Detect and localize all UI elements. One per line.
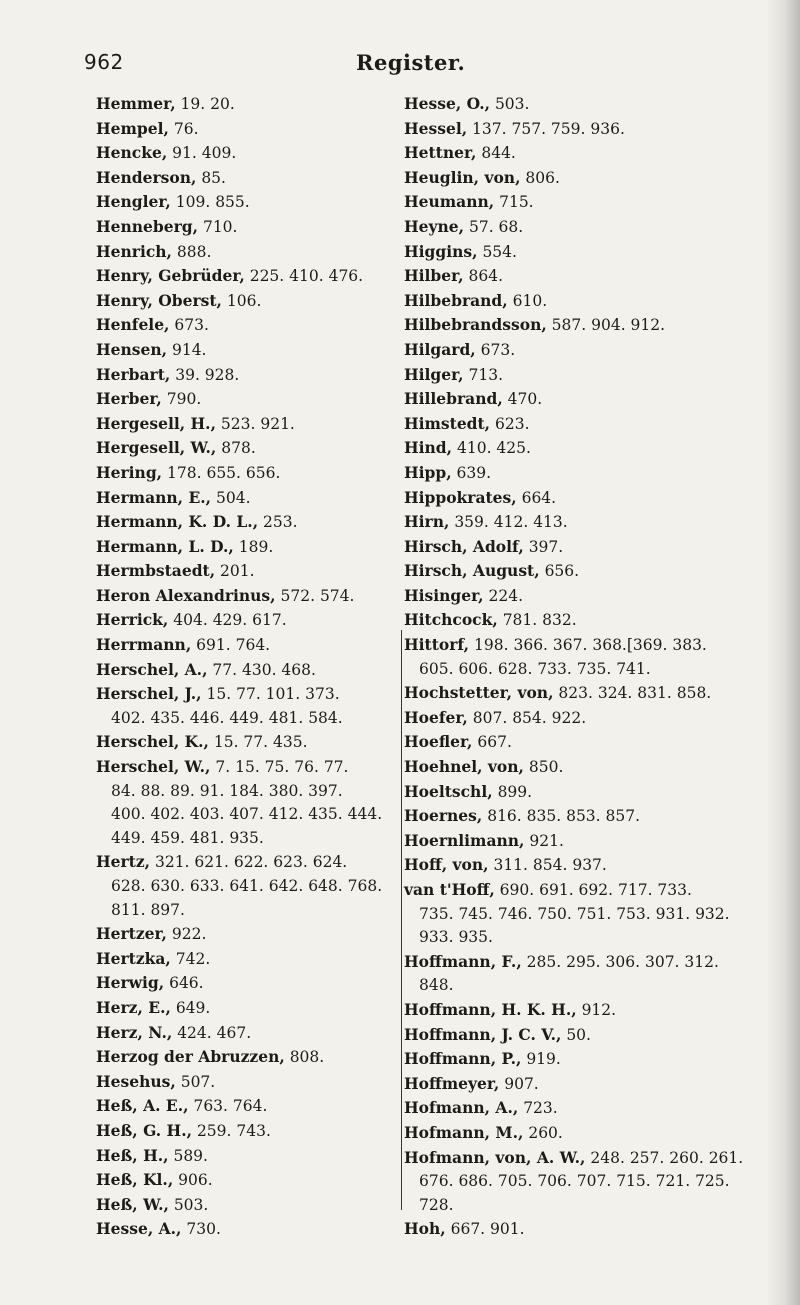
entry-refs: 807. 854. 922. xyxy=(472,708,587,727)
entry-refs: 676. 686. 705. 706. 707. 715. 721. 725. xyxy=(419,1172,730,1191)
entry-name: Hoehnel, von, xyxy=(404,757,524,777)
entry-name: Hering, xyxy=(96,462,163,482)
entry-refs: 311. 854. 937. xyxy=(493,856,607,875)
entry-refs: 85. xyxy=(201,168,226,187)
entry-refs: 400. 402. 403. 407. 412. 435. 444. xyxy=(111,805,383,824)
entry-refs: 76. xyxy=(173,119,199,138)
entry-name: Herschel, K., xyxy=(96,732,209,752)
entry-refs: 470. xyxy=(507,390,543,409)
entry-name: Heyne, xyxy=(404,216,465,236)
entry-name: Hempel, xyxy=(96,118,169,138)
entry-name: Henfele, xyxy=(96,315,170,335)
index-entry xyxy=(404,974,764,998)
entry-refs: 106. xyxy=(226,291,262,310)
index-entry xyxy=(404,1072,764,1097)
entry-refs: 424. 467. xyxy=(177,1023,252,1042)
index-entry xyxy=(96,899,396,923)
index-entry xyxy=(96,535,396,560)
index-entry xyxy=(96,363,396,388)
entry-refs: 921. xyxy=(529,831,564,850)
entry-name: Hoh, xyxy=(404,1219,446,1239)
index-entry xyxy=(96,289,396,314)
index-entry xyxy=(404,92,764,117)
entry-name: Hoffmann, P., xyxy=(404,1049,522,1069)
entry-refs: 811. 897. xyxy=(111,900,185,919)
entry-refs: 589. xyxy=(173,1146,208,1165)
entry-name: Hind, xyxy=(404,438,453,458)
entry-refs: 19. 20. xyxy=(180,95,235,113)
entry-refs: 628. 630. 633. 641. 642. 648. 768. xyxy=(111,877,383,895)
entry-refs: 15. 77. 101. 373. xyxy=(206,685,340,704)
entry-name: Himstedt, xyxy=(404,413,491,433)
entry-name: Herschel, J., xyxy=(96,684,202,704)
entry-refs: 91. 409. xyxy=(172,144,237,163)
index-column-left xyxy=(96,92,396,1242)
entry-refs: 850. xyxy=(528,758,564,777)
index-entry xyxy=(96,947,396,972)
index-entry xyxy=(404,681,764,706)
entry-refs: 781. 832. xyxy=(502,611,577,630)
index-entry xyxy=(404,633,764,658)
entry-refs: 710. xyxy=(202,217,238,236)
running-title: Register. xyxy=(356,50,466,75)
entry-refs: 878. xyxy=(221,439,256,458)
entry-name: Herber, xyxy=(96,389,162,409)
index-entry xyxy=(404,436,764,461)
entry-refs: 808. xyxy=(289,1048,325,1067)
entry-refs: 248. 257. 260. 261. xyxy=(590,1148,744,1167)
entry-name: Heß, Kl., xyxy=(96,1170,174,1190)
index-entry xyxy=(96,387,396,412)
index-entry xyxy=(404,853,764,878)
index-entry xyxy=(96,92,396,117)
entry-name: Heuglin, von, xyxy=(404,167,521,187)
entry-refs: 906. xyxy=(178,1171,213,1190)
index-entry xyxy=(96,707,396,731)
entry-refs: 919. xyxy=(526,1050,561,1069)
entry-refs: 404. 429. 617. xyxy=(173,611,287,630)
entry-refs: 933. 935. xyxy=(419,928,493,947)
index-entry xyxy=(404,535,764,560)
entry-name: Heß, A. E., xyxy=(96,1096,189,1116)
entry-name: Hilger, xyxy=(404,364,464,384)
entry-name: Hippokrates, xyxy=(404,487,517,507)
index-entry xyxy=(404,190,764,215)
entry-name: Hoernlimann, xyxy=(404,830,525,850)
page-edge-shadow xyxy=(766,0,800,1305)
entry-name: Hesehus, xyxy=(96,1071,176,1091)
index-entry xyxy=(96,1168,396,1193)
index-entry xyxy=(96,827,396,851)
entry-refs: 806. xyxy=(525,168,560,187)
entry-name: Higgins, xyxy=(404,241,478,261)
entry-name: Henry, Gebrüder, xyxy=(96,266,245,286)
entry-refs: 39. 928. xyxy=(175,365,240,384)
entry-refs: 7. 15. 75. 76. 77. xyxy=(215,758,349,777)
index-entry xyxy=(404,363,764,388)
index-entry xyxy=(96,780,396,804)
index-entry xyxy=(404,1023,764,1048)
entry-refs: 730. xyxy=(186,1220,221,1239)
index-entry xyxy=(404,215,764,240)
column-divider xyxy=(401,630,402,1210)
entry-refs: 664. xyxy=(521,488,557,507)
index-entry xyxy=(96,803,396,827)
index-entry xyxy=(404,1047,764,1072)
entry-name: Hoernes, xyxy=(404,806,483,826)
index-entry xyxy=(404,608,764,633)
index-entry xyxy=(96,1119,396,1144)
index-entry xyxy=(404,240,764,265)
entry-name: Herz, E., xyxy=(96,997,171,1017)
index-entry xyxy=(96,755,396,780)
entry-name: Hertzer, xyxy=(96,924,167,944)
index-entry xyxy=(96,240,396,265)
entry-name: Hilgard, xyxy=(404,339,476,359)
index-entry xyxy=(96,996,396,1021)
entry-name: Herschel, W., xyxy=(96,757,211,777)
entry-name: Hirsch, August, xyxy=(404,561,540,581)
entry-name: Herrick, xyxy=(96,610,169,630)
index-entry xyxy=(404,829,764,854)
entry-name: Hemmer, xyxy=(96,94,176,113)
entry-refs: 914. xyxy=(171,340,207,359)
entry-refs: 728. xyxy=(419,1195,454,1214)
index-entry xyxy=(96,190,396,215)
entry-name: Hittorf, xyxy=(404,635,470,655)
entry-refs: 503. xyxy=(173,1195,209,1214)
entry-refs: 735. 745. 746. 750. 751. 753. 931. 932. xyxy=(419,904,730,923)
entry-refs: 285. 295. 306. 307. 312. xyxy=(526,952,719,971)
index-entry xyxy=(404,658,764,682)
entry-refs: 673. xyxy=(174,316,209,335)
index-entry xyxy=(404,950,764,975)
index-entry xyxy=(96,264,396,289)
index-entry xyxy=(404,1096,764,1121)
index-entry xyxy=(404,289,764,314)
entry-name: Hillebrand, xyxy=(404,389,503,409)
entry-name: Heß, H., xyxy=(96,1145,169,1165)
entry-name: Hoffmann, H. K. H., xyxy=(404,999,577,1019)
index-entry xyxy=(404,510,764,535)
index-entry xyxy=(404,559,764,584)
entry-refs: 57. 68. xyxy=(468,217,524,236)
entry-name: Hesse, O., xyxy=(404,94,490,113)
entry-name: Hergesell, H., xyxy=(96,413,216,433)
index-entry xyxy=(404,486,764,511)
entry-refs: 503. xyxy=(494,95,530,113)
entry-refs: 321. 621. 622. 623. 624. xyxy=(154,853,348,872)
index-entry xyxy=(404,584,764,609)
entry-refs: 260. xyxy=(528,1123,563,1142)
entry-refs: 646. xyxy=(169,974,204,993)
entry-refs: 605. 606. 628. 733. 735. 741. xyxy=(419,659,651,678)
index-entry xyxy=(404,1170,764,1194)
entry-name: Hoffmann, F., xyxy=(404,951,522,971)
entry-refs: 816. 835. 853. 857. xyxy=(487,807,641,826)
index-entry xyxy=(404,117,764,142)
index-entry xyxy=(96,608,396,633)
entry-name: Herwig, xyxy=(96,973,165,993)
entry-name: Hermbstaedt, xyxy=(96,561,216,581)
entry-name: Hisinger, xyxy=(404,585,484,605)
entry-name: Hoefler, xyxy=(404,732,473,752)
entry-name: Henry, Oberst, xyxy=(96,290,222,310)
entry-name: Hipp, xyxy=(404,462,452,482)
entry-refs: 225. 410. 476. xyxy=(249,267,364,286)
entry-name: Heß, W., xyxy=(96,1194,169,1214)
index-entry xyxy=(96,875,396,899)
index-entry xyxy=(404,755,764,780)
entry-name: Hirn, xyxy=(404,512,450,532)
index-column-right xyxy=(404,92,764,1242)
index-entry xyxy=(404,730,764,755)
entry-refs: 554. xyxy=(482,242,517,261)
entry-name: Hoeltschl, xyxy=(404,781,493,801)
entry-name: Henderson, xyxy=(96,167,197,187)
entry-refs: 224. xyxy=(488,586,524,605)
entry-name: Herz, N., xyxy=(96,1022,173,1042)
index-entry xyxy=(96,1144,396,1169)
entry-name: Hesse, A., xyxy=(96,1219,182,1239)
index-entry xyxy=(404,461,764,486)
index-entry xyxy=(96,436,396,461)
entry-refs: 639. xyxy=(456,463,492,482)
entry-refs: 790. xyxy=(166,390,202,409)
entry-refs: 713. xyxy=(468,365,504,384)
entry-name: Hensen, xyxy=(96,339,168,359)
index-entry xyxy=(96,166,396,191)
index-entry xyxy=(404,1194,764,1218)
entry-refs: 763. 764. xyxy=(193,1097,268,1116)
entry-name: Hermann, E., xyxy=(96,487,212,507)
index-entry xyxy=(404,1217,764,1242)
index-entry xyxy=(96,559,396,584)
entry-refs: 449. 459. 481. 935. xyxy=(111,828,264,847)
entry-refs: 912. xyxy=(581,1000,617,1019)
index-entry xyxy=(404,313,764,338)
index-entry xyxy=(404,166,764,191)
entry-name: Hertz, xyxy=(96,852,151,872)
entry-refs: 922. xyxy=(171,925,207,944)
entry-refs: 50. xyxy=(566,1025,591,1044)
index-entry xyxy=(96,1021,396,1046)
index-entry xyxy=(96,338,396,363)
entry-refs: 667. xyxy=(477,733,512,752)
entry-refs: 198. 366. 367. 368.[369. 383. xyxy=(474,636,707,655)
entry-refs: 410. 425. xyxy=(456,439,531,458)
entry-name: Hilber, xyxy=(404,266,464,286)
entry-name: Herschel, A., xyxy=(96,659,208,679)
index-entry xyxy=(96,215,396,240)
entry-refs: 907. xyxy=(504,1074,539,1093)
entry-name: Hirsch, Adolf, xyxy=(404,536,524,556)
entry-refs: 137. 757. 759. 936. xyxy=(472,119,625,138)
index-entry xyxy=(96,633,396,658)
entry-refs: 656. xyxy=(544,562,580,581)
index-entry xyxy=(96,510,396,535)
index-entry xyxy=(96,1217,396,1242)
index-entry xyxy=(96,461,396,486)
index-entry xyxy=(96,117,396,142)
index-entry xyxy=(96,730,396,755)
entry-refs: 864. xyxy=(468,267,504,286)
entry-name: Heron Alexandrinus, xyxy=(96,585,276,605)
entry-name: Hoffmann, J. C. V., xyxy=(404,1024,562,1044)
index-entry xyxy=(96,584,396,609)
entry-refs: 15. 77. 435. xyxy=(213,733,308,752)
entry-refs: 667. 901. xyxy=(450,1220,525,1239)
entry-refs: 673. xyxy=(480,340,516,359)
index-entry xyxy=(96,1045,396,1070)
index-entry xyxy=(96,922,396,947)
index-entry xyxy=(404,926,764,950)
entry-refs: 844. xyxy=(481,144,516,163)
entry-refs: 178. 655. 656. xyxy=(167,463,281,482)
entry-name: Herbart, xyxy=(96,364,171,384)
index-entry xyxy=(96,658,396,683)
entry-refs: 723. xyxy=(523,1099,558,1118)
entry-refs: 109. 855. xyxy=(175,193,250,212)
entry-refs: 690. 691. 692. 717. 733. xyxy=(499,881,692,899)
entry-refs: 888. xyxy=(176,242,212,261)
entry-name: Hofmann, A., xyxy=(404,1098,519,1118)
index-entry xyxy=(404,878,764,903)
page-header xyxy=(0,50,800,80)
entry-name: Hertzka, xyxy=(96,948,171,968)
entry-refs: 848. xyxy=(419,976,454,995)
entry-name: Hilbebrand, xyxy=(404,290,508,310)
entry-refs: 189. xyxy=(238,537,274,556)
entry-refs: 649. xyxy=(175,998,211,1017)
entry-refs: 899. xyxy=(497,782,533,801)
entry-name: van t'Hoff, xyxy=(404,880,495,899)
entry-refs: 402. 435. 446. 449. 481. 584. xyxy=(111,708,343,727)
entry-refs: 623. xyxy=(495,414,530,433)
entry-name: Hoff, von, xyxy=(404,855,489,875)
entry-name: Hochstetter, von, xyxy=(404,683,554,703)
entry-refs: 504. xyxy=(216,488,251,507)
index-entry xyxy=(96,1094,396,1119)
entry-name: Hilbebrandsson, xyxy=(404,315,547,335)
entry-refs: 742. xyxy=(175,949,211,968)
entry-name: Hofmann, von, A. W., xyxy=(404,1147,586,1167)
entry-refs: 253. xyxy=(263,513,298,532)
index-entry xyxy=(404,998,764,1023)
entry-name: Heumann, xyxy=(404,192,495,212)
index-entry xyxy=(404,141,764,166)
entry-refs: 823. 324. 831. 858. xyxy=(558,684,712,703)
entry-refs: 77. 430. 468. xyxy=(212,660,316,679)
entry-refs: 201. xyxy=(220,562,255,581)
entry-refs: 691. 764. xyxy=(196,636,271,655)
entry-refs: 715. xyxy=(499,193,534,212)
entry-name: Herrmann, xyxy=(96,635,192,655)
entry-name: Hoffmeyer, xyxy=(404,1073,500,1093)
entry-name: Hoefer, xyxy=(404,707,468,727)
entry-name: Hermann, L. D., xyxy=(96,536,234,556)
index-entry xyxy=(404,706,764,731)
entry-name: Herzog der Abruzzen, xyxy=(96,1047,285,1067)
entry-name: Henrich, xyxy=(96,241,172,261)
index-entry xyxy=(96,141,396,166)
entry-refs: 397. xyxy=(528,537,564,556)
page-number: 962 xyxy=(84,50,124,74)
index-entry xyxy=(404,412,764,437)
index-entry xyxy=(404,780,764,805)
entry-name: Hermann, K. D. L., xyxy=(96,512,259,532)
index-entry xyxy=(96,971,396,996)
entry-name: Hessel, xyxy=(404,118,468,138)
entry-refs: 259. 743. xyxy=(196,1121,271,1140)
index-entry xyxy=(96,850,396,875)
entry-refs: 84. 88. 89. 91. 184. 380. 397. xyxy=(111,781,343,800)
index-entry xyxy=(96,486,396,511)
index-entry xyxy=(404,338,764,363)
entry-name: Hettner, xyxy=(404,143,477,163)
index-entry xyxy=(404,387,764,412)
index-entry xyxy=(404,903,764,927)
entry-refs: 610. xyxy=(512,291,548,310)
entry-name: Heß, G. H., xyxy=(96,1120,192,1140)
index-entry xyxy=(96,1070,396,1095)
entry-name: Hofmann, M., xyxy=(404,1122,524,1142)
entry-refs: 507. xyxy=(180,1072,216,1091)
entry-name: Hitchcock, xyxy=(404,610,498,630)
index-entry xyxy=(96,412,396,437)
entry-name: Henneberg, xyxy=(96,216,199,236)
index-entry xyxy=(96,682,396,707)
entry-refs: 359. 412. 413. xyxy=(454,513,568,532)
entry-name: Hencke, xyxy=(96,143,168,163)
index-entry xyxy=(404,1121,764,1146)
entry-refs: 587. 904. 912. xyxy=(551,316,666,335)
index-entry xyxy=(96,1193,396,1218)
index-entry xyxy=(96,313,396,338)
entry-name: Hengler, xyxy=(96,192,171,212)
index-entry xyxy=(404,804,764,829)
index-entry xyxy=(404,1146,764,1171)
entry-name: Hergesell, W., xyxy=(96,438,217,458)
entry-refs: 572. 574. xyxy=(280,586,355,605)
index-entry xyxy=(404,264,764,289)
entry-refs: 523. 921. xyxy=(220,414,295,433)
